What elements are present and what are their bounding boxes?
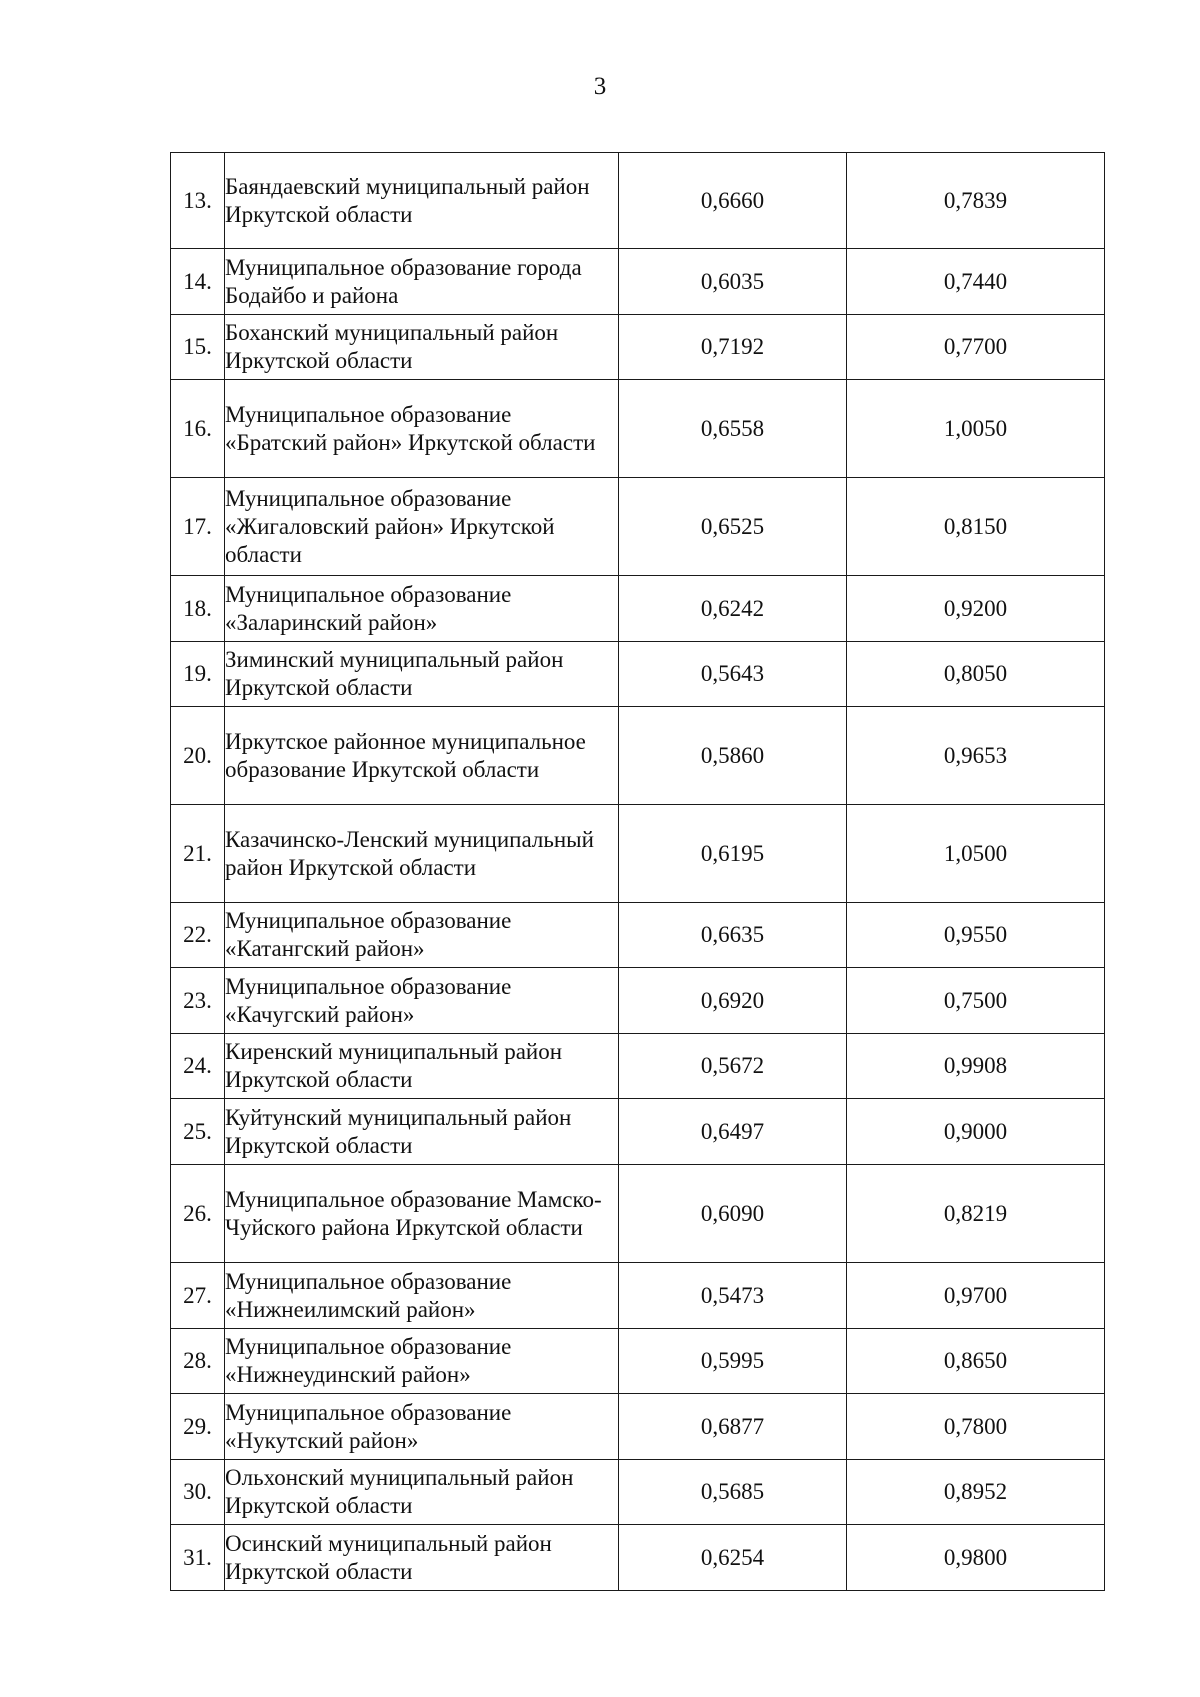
- value-col-2: 0,9550: [847, 903, 1105, 968]
- value-col-1: 0,6525: [619, 478, 847, 576]
- row-number: 23.: [171, 968, 225, 1034]
- table-row: [171, 1099, 1105, 1165]
- municipality-name: Муниципальное образование «Жигаловский район» Иркутской области: [225, 478, 619, 576]
- municipality-name: Зиминский муниципальный район Иркутской области: [225, 642, 619, 707]
- municipality-name: Боханский муниципальный район Иркутской области: [225, 315, 619, 380]
- municipality-name: Осинский муниципальный район Иркутской области: [225, 1525, 619, 1591]
- table-row: [171, 1394, 1105, 1460]
- value-col-1: 0,6497: [619, 1099, 847, 1165]
- value-col-1: 0,5672: [619, 1034, 847, 1099]
- value-col-2: 0,8219: [847, 1165, 1105, 1263]
- value-col-1: 0,6635: [619, 903, 847, 968]
- row-number: 21.: [171, 805, 225, 903]
- value-col-2: 0,7440: [847, 249, 1105, 315]
- table-row: [171, 1329, 1105, 1394]
- row-number: 14.: [171, 249, 225, 315]
- table-row: [171, 1263, 1105, 1329]
- value-col-2: 0,9800: [847, 1525, 1105, 1591]
- table-row: [171, 315, 1105, 380]
- table-row: [171, 707, 1105, 805]
- municipality-name: Казачинско-Ленский муниципальный район Иркутской области: [225, 805, 619, 903]
- row-number: 28.: [171, 1329, 225, 1394]
- row-number: 29.: [171, 1394, 225, 1460]
- table-row: [171, 380, 1105, 478]
- value-col-2: 0,8050: [847, 642, 1105, 707]
- value-col-1: 0,6090: [619, 1165, 847, 1263]
- row-number: 17.: [171, 478, 225, 576]
- row-number: 18.: [171, 576, 225, 642]
- row-number: 20.: [171, 707, 225, 805]
- value-col-1: 0,6254: [619, 1525, 847, 1591]
- value-col-2: 0,9200: [847, 576, 1105, 642]
- row-number: 31.: [171, 1525, 225, 1591]
- value-col-2: 1,0050: [847, 380, 1105, 478]
- municipality-name: Куйтунский муниципальный район Иркутской области: [225, 1099, 619, 1165]
- table-row: [171, 153, 1105, 249]
- row-number: 22.: [171, 903, 225, 968]
- value-col-1: 0,5995: [619, 1329, 847, 1394]
- table-row: [171, 249, 1105, 315]
- value-col-2: 1,0500: [847, 805, 1105, 903]
- value-col-2: 0,7500: [847, 968, 1105, 1034]
- row-number: 16.: [171, 380, 225, 478]
- municipality-name: Муниципальное образование «Братский район» Иркутской области: [225, 380, 619, 478]
- value-col-1: 0,5643: [619, 642, 847, 707]
- value-col-2: 0,7839: [847, 153, 1105, 249]
- table-row: [171, 1460, 1105, 1525]
- municipality-name: Муниципальное образование города Бодайбо и района: [225, 249, 619, 315]
- row-number: 30.: [171, 1460, 225, 1525]
- value-col-2: 0,8952: [847, 1460, 1105, 1525]
- value-col-1: 0,6920: [619, 968, 847, 1034]
- table-row: [171, 642, 1105, 707]
- value-col-2: 0,7800: [847, 1394, 1105, 1460]
- value-col-1: 0,6242: [619, 576, 847, 642]
- value-col-1: 0,6877: [619, 1394, 847, 1460]
- row-number: 24.: [171, 1034, 225, 1099]
- table-row: [171, 903, 1105, 968]
- table-row: [171, 1165, 1105, 1263]
- coefficients-table: [170, 152, 1105, 1591]
- municipality-name: Муниципальное образование «Нижнеудинский район»: [225, 1329, 619, 1394]
- value-col-2: 0,8650: [847, 1329, 1105, 1394]
- value-col-1: 0,7192: [619, 315, 847, 380]
- table-row: [171, 968, 1105, 1034]
- table-row: [171, 805, 1105, 903]
- value-col-1: 0,6660: [619, 153, 847, 249]
- table-row: [171, 1525, 1105, 1591]
- row-number: 27.: [171, 1263, 225, 1329]
- value-col-1: 0,5473: [619, 1263, 847, 1329]
- municipality-name: Муниципальное образование Мамско-Чуйского района Иркутской области: [225, 1165, 619, 1263]
- value-col-2: 0,9908: [847, 1034, 1105, 1099]
- page-number: 3: [593, 73, 607, 100]
- value-col-2: 0,9000: [847, 1099, 1105, 1165]
- municipality-name: Муниципальное образование «Катангский район»: [225, 903, 619, 968]
- municipality-name: Муниципальное образование «Качугский район»: [225, 968, 619, 1034]
- municipality-name: Иркутское районное муниципальное образование Иркутской области: [225, 707, 619, 805]
- table-row: [171, 478, 1105, 576]
- value-col-1: 0,5685: [619, 1460, 847, 1525]
- value-col-2: 0,8150: [847, 478, 1105, 576]
- municipality-name: Ольхонский муниципальный район Иркутской области: [225, 1460, 619, 1525]
- value-col-2: 0,9653: [847, 707, 1105, 805]
- value-col-1: 0,6195: [619, 805, 847, 903]
- table-row: [171, 1034, 1105, 1099]
- row-number: 25.: [171, 1099, 225, 1165]
- municipality-name: Киренский муниципальный район Иркутской области: [225, 1034, 619, 1099]
- table-row: [171, 576, 1105, 642]
- municipality-name: Баяндаевский муниципальный район Иркутской области: [225, 153, 619, 249]
- municipality-name: Муниципальное образование «Нукутский район»: [225, 1394, 619, 1460]
- value-col-1: 0,6558: [619, 380, 847, 478]
- row-number: 15.: [171, 315, 225, 380]
- value-col-2: 0,7700: [847, 315, 1105, 380]
- value-col-1: 0,6035: [619, 249, 847, 315]
- row-number: 13.: [171, 153, 225, 249]
- value-col-2: 0,9700: [847, 1263, 1105, 1329]
- value-col-1: 0,5860: [619, 707, 847, 805]
- municipality-name: Муниципальное образование «Нижнеилимский район»: [225, 1263, 619, 1329]
- municipality-name: Муниципальное образование «Заларинский район»: [225, 576, 619, 642]
- row-number: 19.: [171, 642, 225, 707]
- row-number: 26.: [171, 1165, 225, 1263]
